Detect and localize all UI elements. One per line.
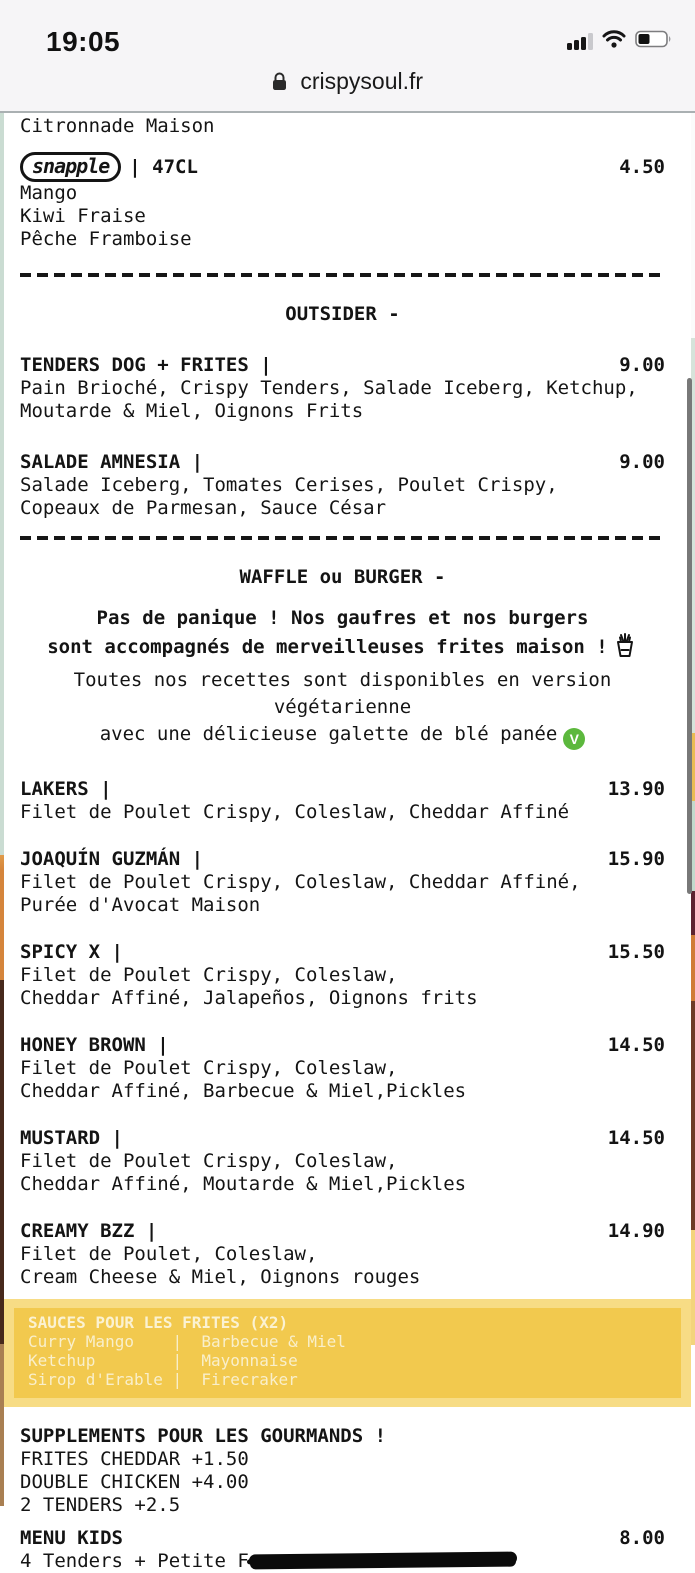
item-price: 15.50 xyxy=(607,941,665,963)
menu-content-bottom xyxy=(0,1407,695,1573)
item-desc-line: Filet de Poulet Crispy, Coleslaw, Cheddar Affiné xyxy=(20,801,570,823)
item-desc-line: Cheddar Affiné, Jalapeños, Oignons frits xyxy=(20,987,478,1009)
snapple-flavor: Pêche Framboise xyxy=(20,228,192,250)
item-desc-line: Filet de Poulet Crispy, Coleslaw, xyxy=(20,1150,398,1172)
item-desc-line: Cheddar Affiné, Barbecue & Miel,Pickles xyxy=(20,1080,467,1102)
menu-item-honey-brown xyxy=(20,1034,665,1103)
item-price: 9.00 xyxy=(619,451,665,473)
menu-item-salade-amnesia xyxy=(20,451,665,520)
supplement-line: FRITES CHEDDAR +1.50 xyxy=(20,1448,249,1470)
item-desc-line: Filet de Poulet Crispy, Coleslaw, Cheddar Affiné, xyxy=(20,871,581,893)
item-desc-line: Cheddar Affiné, Moutarde & Miel,Pickles xyxy=(20,1173,467,1195)
item-name: CREAMY BZZ | xyxy=(20,1220,158,1242)
item-price: 13.90 xyxy=(607,778,665,800)
item-price: 14.90 xyxy=(607,1220,665,1242)
snapple-logo: snapple xyxy=(20,152,121,182)
menu-item-creamy-bzz xyxy=(20,1220,665,1289)
sauces-highlight-box xyxy=(4,1299,691,1407)
url-domain[interactable]: crispysoul.fr xyxy=(300,68,424,94)
page-scrollbar[interactable] xyxy=(687,378,692,894)
dashed-divider xyxy=(20,536,665,540)
battery-icon xyxy=(635,30,673,52)
vegetarian-badge: V xyxy=(563,728,585,750)
status-bar xyxy=(0,0,695,62)
chrome-divider xyxy=(0,111,695,113)
menu-item-spicy-x xyxy=(20,941,665,1010)
item-desc-line: Filet de Poulet Crispy, Coleslaw, xyxy=(20,964,398,986)
supplements-title: SUPPLEMENTS POUR LES GOURMANDS ! xyxy=(20,1425,387,1447)
dashed-divider xyxy=(20,273,665,277)
item-desc-line: Filet de Poulet, Coleslaw, xyxy=(20,1243,318,1265)
item-desc-line: Copeaux de Parmesan, Sauce César xyxy=(20,497,387,519)
item-price: 15.90 xyxy=(607,848,665,870)
item-price: 9.00 xyxy=(619,354,665,376)
status-time: 19:05 xyxy=(46,26,121,57)
item-name: SPICY X | xyxy=(20,941,123,963)
item-price: 14.50 xyxy=(607,1127,665,1149)
menu-page xyxy=(0,113,695,1572)
menu-item-tenders-dog xyxy=(20,354,665,423)
item-name: HONEY BROWN | xyxy=(20,1034,169,1056)
snapple-flavor: Mango xyxy=(20,182,78,204)
sauce-row: Sirop d'Erable | Firecraker xyxy=(28,1370,298,1389)
item-desc-line: Salade Iceberg, Tomates Cerises, Poulet Crispy, xyxy=(20,474,558,496)
browser-chrome xyxy=(0,0,695,113)
item-name: SALADE AMNESIA | xyxy=(20,451,204,473)
menu-content xyxy=(0,113,695,1289)
supplement-line: DOUBLE CHICKEN +4.00 xyxy=(20,1471,249,1493)
item-price: 8.00 xyxy=(619,1527,665,1549)
section-note xyxy=(20,605,665,750)
menu-item-kids xyxy=(20,1527,665,1573)
sauce-row: Curry Mango | Barbecue & Miel xyxy=(28,1332,346,1351)
item-name: MUSTARD | xyxy=(20,1127,123,1149)
redaction-scribble xyxy=(249,1552,517,1568)
item-name: TENDERS DOG + FRITES | xyxy=(20,354,272,376)
note-line: Pas de panique ! Nos gaufres et nos burgers xyxy=(96,607,589,629)
item-desc-line: Pain Brioché, Crispy Tenders, Salade Iceberg, Ketchup, xyxy=(20,377,638,399)
item-name: JOAQUÍN GUZMÁN | xyxy=(20,848,204,870)
note-line: Toutes nos recettes sont disponibles en version végétarienne xyxy=(73,669,612,718)
item-price: 4.50 xyxy=(619,155,665,178)
item-desc-line: Purée d'Avocat Maison xyxy=(20,894,261,916)
item-price: 14.50 xyxy=(607,1034,665,1056)
item-name: LAKERS | xyxy=(20,778,112,800)
snapple-flavor: Kiwi Fraise xyxy=(20,205,146,227)
menu-item-joaquin-guzman xyxy=(20,848,665,917)
cellular-signal-icon xyxy=(567,33,593,50)
sauce-row: Ketchup | Mayonnaise xyxy=(28,1351,298,1370)
item-desc-line: Filet de Poulet Crispy, Coleslaw, xyxy=(20,1057,398,1079)
wifi-icon xyxy=(602,30,626,52)
supplements-section xyxy=(20,1425,665,1517)
item-name: MENU KIDS xyxy=(20,1527,123,1549)
item-desc-line: Cream Cheese & Miel, Oignons rouges xyxy=(20,1266,421,1288)
note-line: sont accompagnés de merveilleuses frites maison ! xyxy=(47,636,608,658)
supplement-line: 2 TENDERS +2.5 xyxy=(20,1494,181,1516)
fries-icon xyxy=(612,632,638,667)
menu-item-mustard xyxy=(20,1127,665,1196)
note-line: avec une délicieuse galette de blé panée xyxy=(99,723,558,745)
menu-item-snapple xyxy=(20,152,665,182)
item-desc-line: Moutarde & Miel, Oignons Frits xyxy=(20,400,364,422)
snapple-size: | 47CL xyxy=(129,156,198,178)
section-title-outsider: OUTSIDER - xyxy=(285,303,400,325)
sauces-title: SAUCES POUR LES FRITES (X2) xyxy=(28,1313,289,1332)
menu-item-citronnade: Citronnade Maison xyxy=(20,115,215,137)
url-bar[interactable] xyxy=(0,62,695,112)
lock-icon xyxy=(272,68,300,94)
item-desc-line: 4 Tenders + Petite F xyxy=(20,1550,249,1572)
menu-item-lakers xyxy=(20,778,665,824)
section-title-waffle-burger: WAFFLE ou BURGER - xyxy=(239,566,446,588)
